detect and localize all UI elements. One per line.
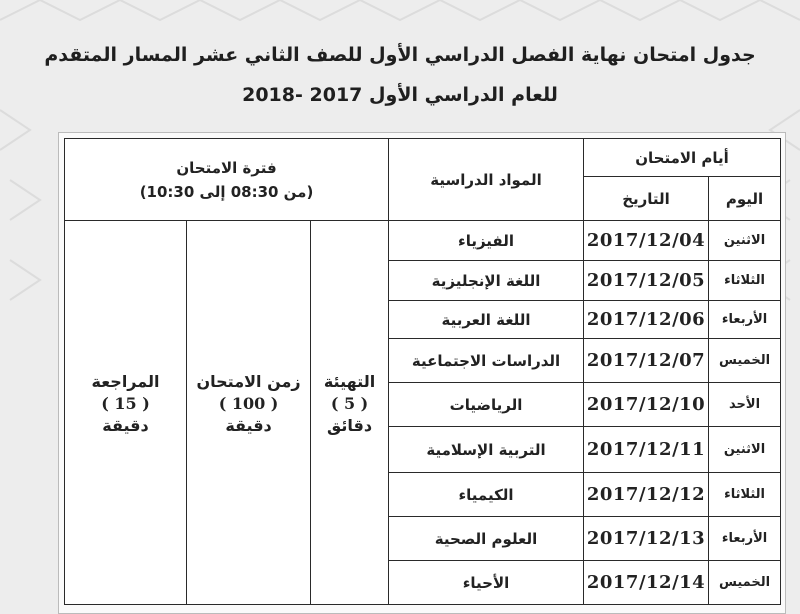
row-date: 2017/12/04 — [584, 221, 709, 261]
subject-header: المواد الدراسية — [389, 139, 584, 221]
exam-schedule-table — [64, 138, 781, 605]
row-subject: الرياضيات — [389, 383, 584, 427]
review-unit: دقيقة — [102, 416, 149, 435]
row-day: الاثنين — [709, 427, 781, 473]
row-subject: الدراسات الاجتماعية — [389, 339, 584, 383]
duration-cell — [187, 221, 311, 605]
row-subject: الأحياء — [389, 561, 584, 605]
period-header — [65, 139, 389, 221]
prep-value: ( 5 ) — [330, 394, 369, 413]
days-header: أيام الامتحان — [584, 139, 781, 177]
row-subject: العلوم الصحية — [389, 517, 584, 561]
row-date: 2017/12/10 — [584, 383, 709, 427]
review-cell — [65, 221, 187, 605]
row-date: 2017/12/13 — [584, 517, 709, 561]
row-date: 2017/12/06 — [584, 301, 709, 339]
row-day: الثلاثاء — [709, 261, 781, 301]
row-subject: اللغة العربية — [389, 301, 584, 339]
day-column-header: اليوم — [709, 177, 781, 221]
row-day: الخميس — [709, 339, 781, 383]
row-date: 2017/12/05 — [584, 261, 709, 301]
review-label: المراجعة — [91, 372, 160, 391]
row-date: 2017/12/11 — [584, 427, 709, 473]
row-date: 2017/12/07 — [584, 339, 709, 383]
review-value: ( 15 ) — [101, 394, 150, 413]
row-subject: الكيمياء — [389, 473, 584, 517]
row-subject: اللغة الإنجليزية — [389, 261, 584, 301]
date-column-header: التاريخ — [584, 177, 709, 221]
row-day: الأربعاء — [709, 517, 781, 561]
prep-label: التهيئة — [323, 372, 376, 391]
prep-cell — [311, 221, 389, 605]
prep-unit: دقائق — [326, 416, 373, 435]
row-day: الأربعاء — [709, 301, 781, 339]
page-subtitle: للعام الدراسي الأول 2017 -2018 — [242, 84, 558, 106]
table-row — [65, 221, 781, 261]
row-subject: الفيزياء — [389, 221, 584, 261]
row-day: الاثنين — [709, 221, 781, 261]
period-title: فترة الامتحان — [176, 158, 277, 177]
duration-unit: دقيقة — [225, 416, 272, 435]
row-subject: التربية الإسلامية — [389, 427, 584, 473]
row-day: الثلاثاء — [709, 473, 781, 517]
row-day: الأحد — [709, 383, 781, 427]
duration-label: زمن الامتحان — [196, 372, 301, 391]
page-title: جدول امتحان نهاية الفصل الدراسي الأول للصف الثاني عشر المسار المتقدم — [44, 44, 756, 66]
duration-value: ( 100 ) — [218, 394, 279, 413]
period-range: (من 08:30 إلى 10:30) — [139, 182, 314, 201]
row-date: 2017/12/14 — [584, 561, 709, 605]
row-day: الخميس — [709, 561, 781, 605]
row-date: 2017/12/12 — [584, 473, 709, 517]
